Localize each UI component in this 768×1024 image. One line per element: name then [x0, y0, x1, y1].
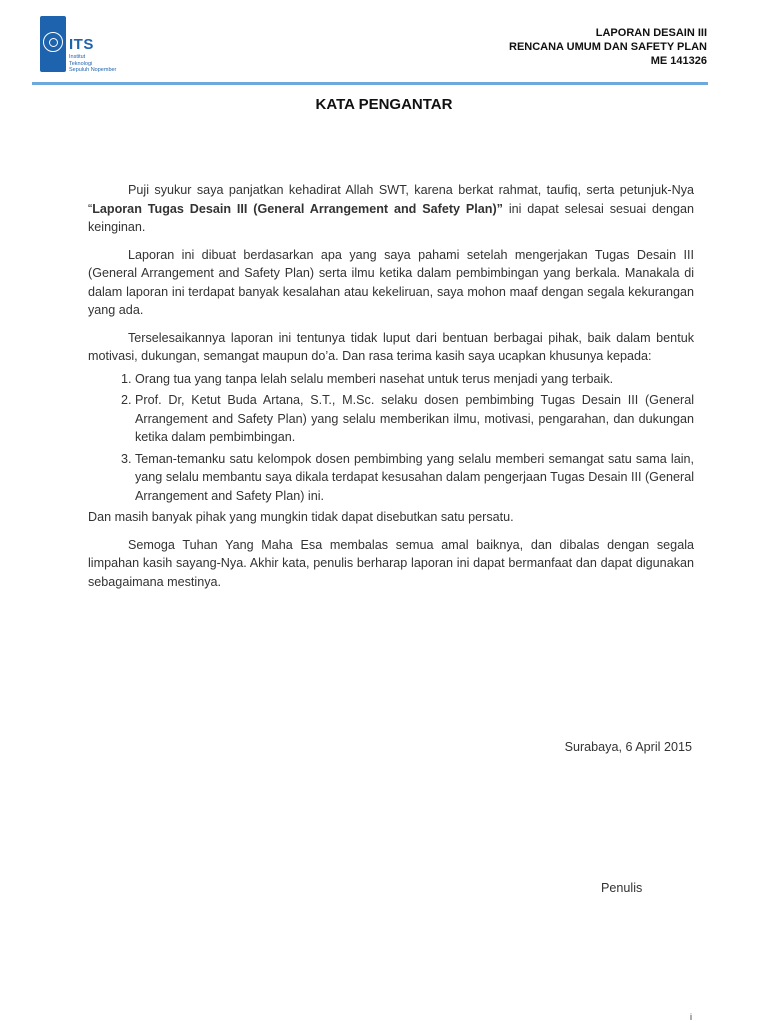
logo-name: ITS	[69, 36, 94, 53]
its-seal-icon	[40, 16, 66, 72]
paragraph-thanks: Terselesaikannya laporan ini tentunya tidak luput dari bentuan berbagai pihak, baik dalam bentuk motivasi, dukungan, semangat maupun do’a. Dan rasa terima kasih saya ucapkan khusunya kepada:	[88, 330, 694, 363]
document-body	[88, 181, 694, 600]
document-header	[509, 26, 707, 68]
list-item: 2. Prof. Dr, Ketut Buda Artana, S.T., M.Sc. selaku dosen pembimbing Tugas Desain III (General Arrangement and Safety Plan) yang selalu memberikan ilmu, motivasi, pengarahan, dan dukungan ketika dalam pembimbingan.	[135, 391, 694, 447]
paragraph-intro-text-end: ini dapat selesai sesuai dengan keinginan.	[88, 201, 694, 234]
page-title: KATA PENGANTAR	[315, 96, 453, 113]
list-item: 3. Teman-temanku satu kelompok dosen pembimbing yang selalu memberi semangat satu sama lain, yang selalu membantu saya dikala terdapat kesusahan dalam pengerjaan Tugas Desain III (General Arrangement and Safety Plan) ini.	[135, 450, 694, 506]
list-item: 1. Orang tua yang tanpa lelah selalu memberi nasehat untuk terus menjadi yang terbaik.	[135, 370, 694, 389]
paragraph-intro	[88, 181, 694, 237]
page-number: i	[690, 1012, 692, 1022]
logo-subtitle	[69, 54, 149, 74]
logo-subtitle-line: Teknologi	[69, 60, 93, 67]
paragraph-purpose: Laporan ini dibuat berdasarkan apa yang saya pahami setelah mengerjakan Tugas Desain III (General Arrangement and Safety Plan) serta ilmu ketika dalam pembimbingan yang berkala. Manakala di dalam laporan ini terdapat banyak kesalahan atau kekeliruan, saya mohon maaf dengan segala kekurangan yang ada.	[88, 247, 694, 317]
header-report-title: LAPORAN DESAIN III	[595, 27, 707, 39]
header-subtitle: RENCANA UMUM DAN SAFETY PLAN	[509, 41, 707, 53]
paragraph-closing: Semoga Tuhan Yang Maha Esa membalas semua amal baiknya, dan dibalas dengan segala limpahan kasih sayang-Nya. Akhir kata, penulis berharap laporan ini dapat bermanfaat dan dapat digunakan sebagaimana mestinya.	[88, 537, 694, 589]
signature-label: Penulis	[601, 881, 643, 895]
date-place: Surabaya, 6 April 2015	[564, 740, 692, 754]
header-divider	[32, 82, 708, 85]
logo-subtitle-line: Sepuluh Nopember	[69, 67, 117, 73]
its-logo	[40, 16, 144, 76]
thanks-list	[88, 370, 694, 506]
header-course-code: ME 141326	[650, 55, 707, 67]
paragraph-others: Dan masih banyak pihak yang mungkin tidak dapat disebutkan satu persatu.	[88, 510, 514, 524]
paragraph-intro-text: Puji syukur saya panjatkan kehadirat Allah SWT, karena berkat rahmat, taufiq, serta petunjuk-Nya “	[88, 183, 694, 216]
logo-subtitle-line: Institut	[69, 54, 86, 60]
paragraph-intro-bold-title: Laporan Tugas Desain III (General Arrangement and Safety Plan)”	[92, 201, 503, 216]
